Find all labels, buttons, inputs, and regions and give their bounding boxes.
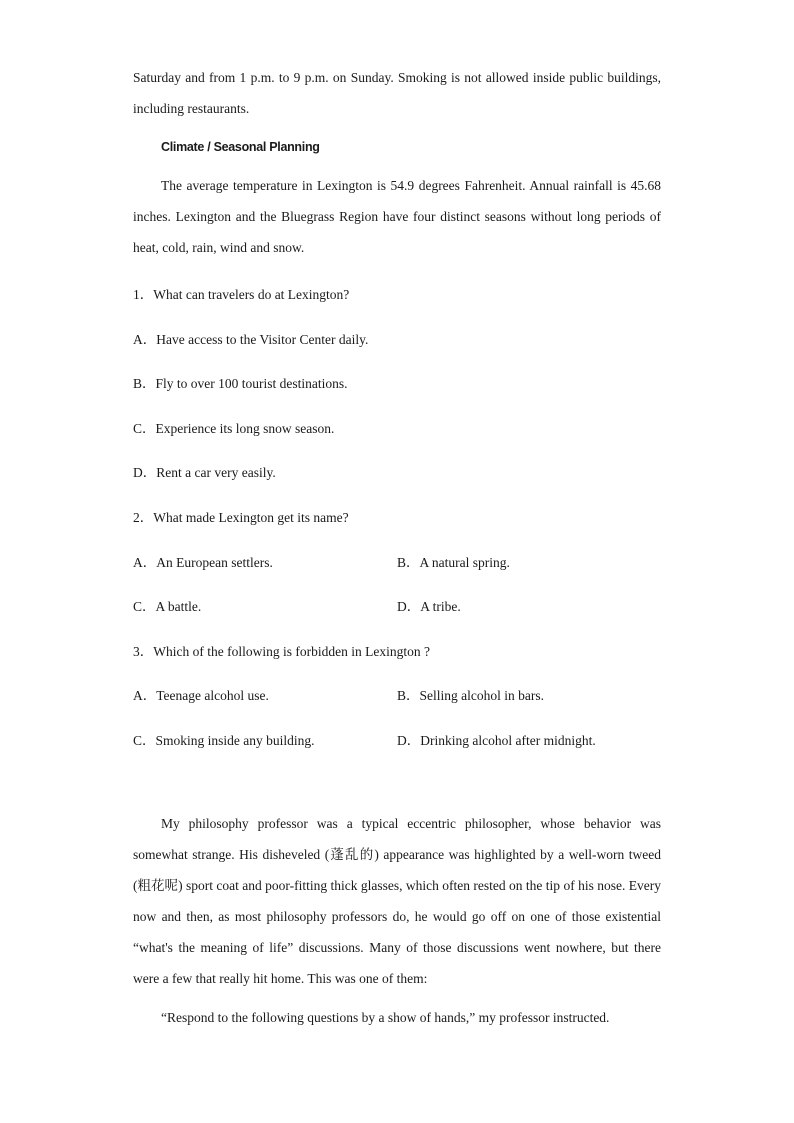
question-1-option-c: C．Experience its long snow season. xyxy=(133,420,335,436)
question-2-stem: 2．What made Lexington get its name? xyxy=(133,509,349,525)
section-spacer xyxy=(133,764,661,808)
passage1-tail-paragraph: Saturday and from 1 p.m. to 9 p.m. on Sunday. Smoking is not allowed inside public buildings, including restaurants. xyxy=(133,70,661,116)
questions-section xyxy=(133,273,661,764)
question-2-option-c: C．A battle. xyxy=(133,599,202,615)
passage2-paragraph-2: “Respond to the following questions by a show of hands,” my professor instructed. xyxy=(161,1009,610,1025)
question-3-options-row-1 xyxy=(133,674,661,719)
question-3-option-d: D．Drinking alcohol after midnight. xyxy=(397,732,596,748)
question-3-options-row-2 xyxy=(133,719,661,764)
question-3-option-a: A．Teenage alcohol use. xyxy=(133,688,269,704)
question-2-option-d: D．A tribe. xyxy=(397,599,461,615)
question-2-option-a: A．An European settlers. xyxy=(133,554,273,570)
question-3-option-c: C．Smoking inside any building. xyxy=(133,732,315,748)
question-3-option-b: B．Selling alcohol in bars. xyxy=(397,688,544,704)
document-page xyxy=(133,62,661,1033)
question-2-options-row-1 xyxy=(133,541,661,586)
question-1-option-a: A．Have access to the Visitor Center daily. xyxy=(133,331,369,347)
question-3-stem: 3．Which of the following is forbidden in Lexington ? xyxy=(133,643,430,659)
question-1-option-d: D．Rent a car very easily. xyxy=(133,465,276,481)
climate-paragraph: The average temperature in Lexington is 54.9 degrees Fahrenheit. Annual rainfall is 45.68 inches. Lexington and the Bluegrass Region have four distinct seasons without long periods of heat, cold, rain, wind and snow. xyxy=(133,178,661,255)
question-2-options-row-2 xyxy=(133,585,661,630)
question-1-option-b: B．Fly to over 100 tourist destinations. xyxy=(133,376,348,392)
climate-heading: Climate / Seasonal Planning xyxy=(161,140,320,154)
question-1-stem: 1．What can travelers do at Lexington? xyxy=(133,287,350,302)
question-2-option-b: B．A natural spring. xyxy=(397,554,510,570)
passage2-paragraph-1: My philosophy professor was a typical eccentric philosopher, whose behavior was somewhat strange. His disheveled (蓬乱的) appearance was highlighted by a well-worn tweed (粗花呢) sport coat and poor-fitting thick glasses, which often rested on the tip of his nose. Every now and then, as most philosophy professors do, he would go off on one of those existential “what's the meaning of life” discussions. Many of those discussions went nowhere, but there were a few that really hit home. This was one of them: xyxy=(133,815,661,986)
